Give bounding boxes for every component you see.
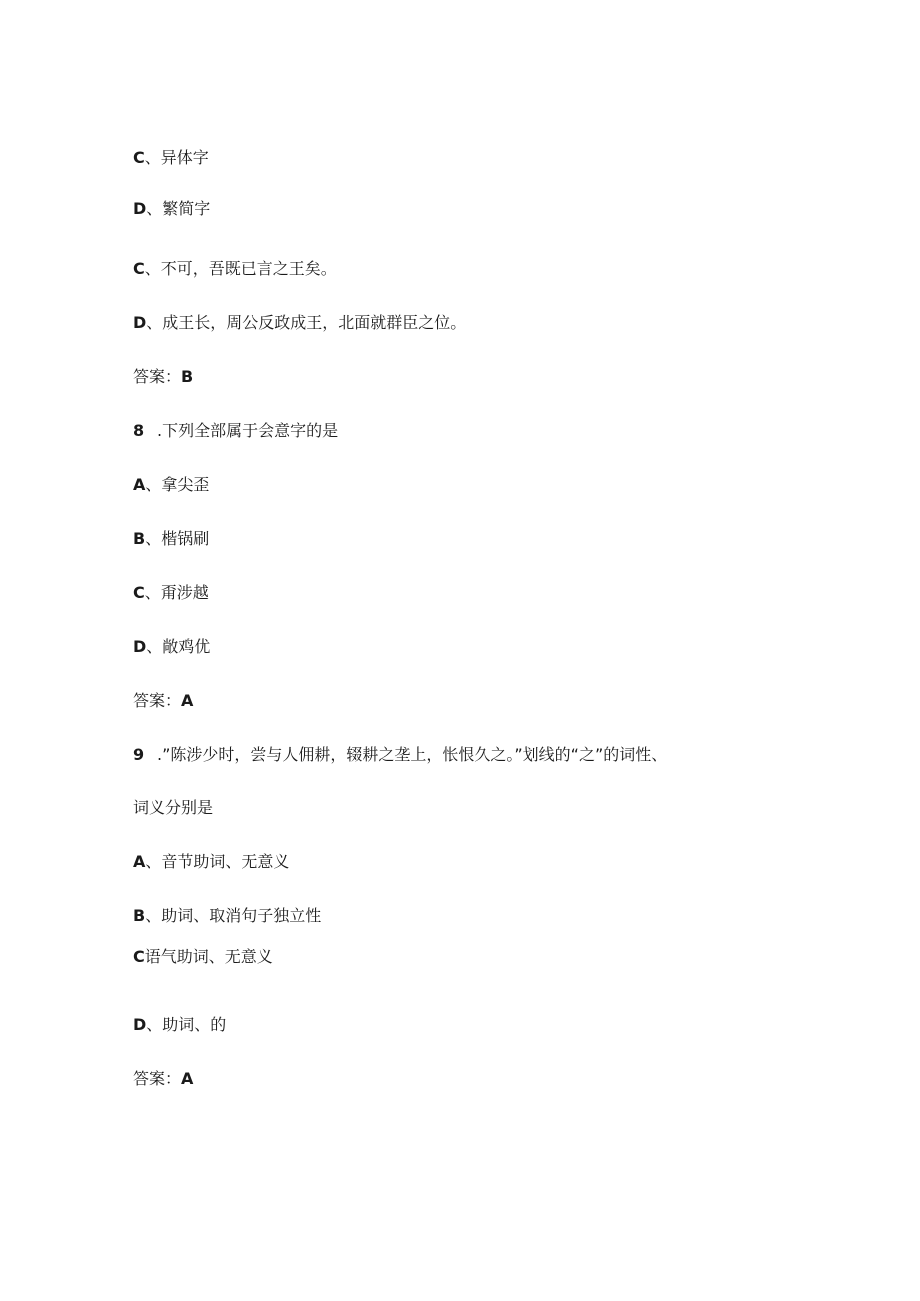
question-text: .”陈涉少时，尝与人佣耕，辍耕之垄上，怅恨久之。”划线的“之”的词性、 xyxy=(157,745,668,764)
option-c-line xyxy=(133,258,337,280)
option-label: D xyxy=(133,1015,147,1034)
option-separator: 、 xyxy=(146,1015,163,1034)
option-a-line xyxy=(133,851,289,873)
answer-prefix: 答案： xyxy=(133,1069,182,1088)
option-text: 成王长，周公反政成王，北面就群臣之位。 xyxy=(162,313,467,332)
question-9-continuation xyxy=(133,797,213,819)
option-label: C xyxy=(133,259,145,278)
option-d-line xyxy=(133,198,210,220)
question-9 xyxy=(133,744,667,766)
option-b-line xyxy=(133,905,321,927)
answer-value: B xyxy=(181,367,194,386)
option-text: 甭涉越 xyxy=(160,583,209,602)
option-text: 助词、的 xyxy=(162,1015,227,1034)
option-text: 楷锅刷 xyxy=(161,529,210,548)
option-d-line xyxy=(133,1014,226,1036)
option-b-line xyxy=(133,528,209,550)
option-text: 拿尖歪 xyxy=(161,475,210,494)
question-number: 8 xyxy=(133,421,145,440)
option-c-line xyxy=(133,147,209,169)
option-c-line xyxy=(133,946,273,968)
option-separator: 、 xyxy=(146,313,163,332)
option-label: D xyxy=(133,199,147,218)
option-a-line xyxy=(133,474,209,496)
option-label: B xyxy=(133,906,146,925)
option-c-line xyxy=(133,582,209,604)
option-text: 音节助词、无意义 xyxy=(161,852,290,871)
option-separator: 、 xyxy=(146,199,163,218)
option-text: 繁简字 xyxy=(162,199,211,218)
question-8 xyxy=(133,420,338,442)
question-number: 9 xyxy=(133,745,145,764)
option-d-line xyxy=(133,636,210,658)
option-label: D xyxy=(133,637,147,656)
option-text: 语气助词、无意义 xyxy=(144,947,273,966)
option-label: B xyxy=(133,529,146,548)
answer-line xyxy=(133,690,193,712)
answer-value: A xyxy=(181,691,194,710)
option-label: C xyxy=(133,947,145,966)
option-label: D xyxy=(133,313,147,332)
option-separator: 、 xyxy=(145,852,162,871)
option-separator: 、 xyxy=(145,906,162,925)
answer-line xyxy=(133,366,193,388)
option-separator: 、 xyxy=(145,475,162,494)
answer-prefix: 答案： xyxy=(133,691,182,710)
option-label: A xyxy=(133,475,146,494)
option-text: 不可，吾既已言之王矣。 xyxy=(160,259,337,278)
answer-prefix: 答案： xyxy=(133,367,182,386)
option-label: C xyxy=(133,148,145,167)
option-text: 敞鸡优 xyxy=(162,637,211,656)
question-text: 词义分别是 xyxy=(133,798,214,817)
answer-line xyxy=(133,1068,193,1090)
option-label: A xyxy=(133,852,146,871)
option-label: C xyxy=(133,583,145,602)
option-text: 助词、取消句子独立性 xyxy=(161,906,322,925)
option-separator: 、 xyxy=(145,529,162,548)
option-text: 异体字 xyxy=(160,148,209,167)
option-separator: 、 xyxy=(144,148,161,167)
option-separator: 、 xyxy=(144,583,161,602)
answer-value: A xyxy=(181,1069,194,1088)
option-separator: 、 xyxy=(144,259,161,278)
question-text: .下列全部属于会意字的是 xyxy=(157,421,339,440)
option-d-line xyxy=(133,312,466,334)
option-separator: 、 xyxy=(146,637,163,656)
